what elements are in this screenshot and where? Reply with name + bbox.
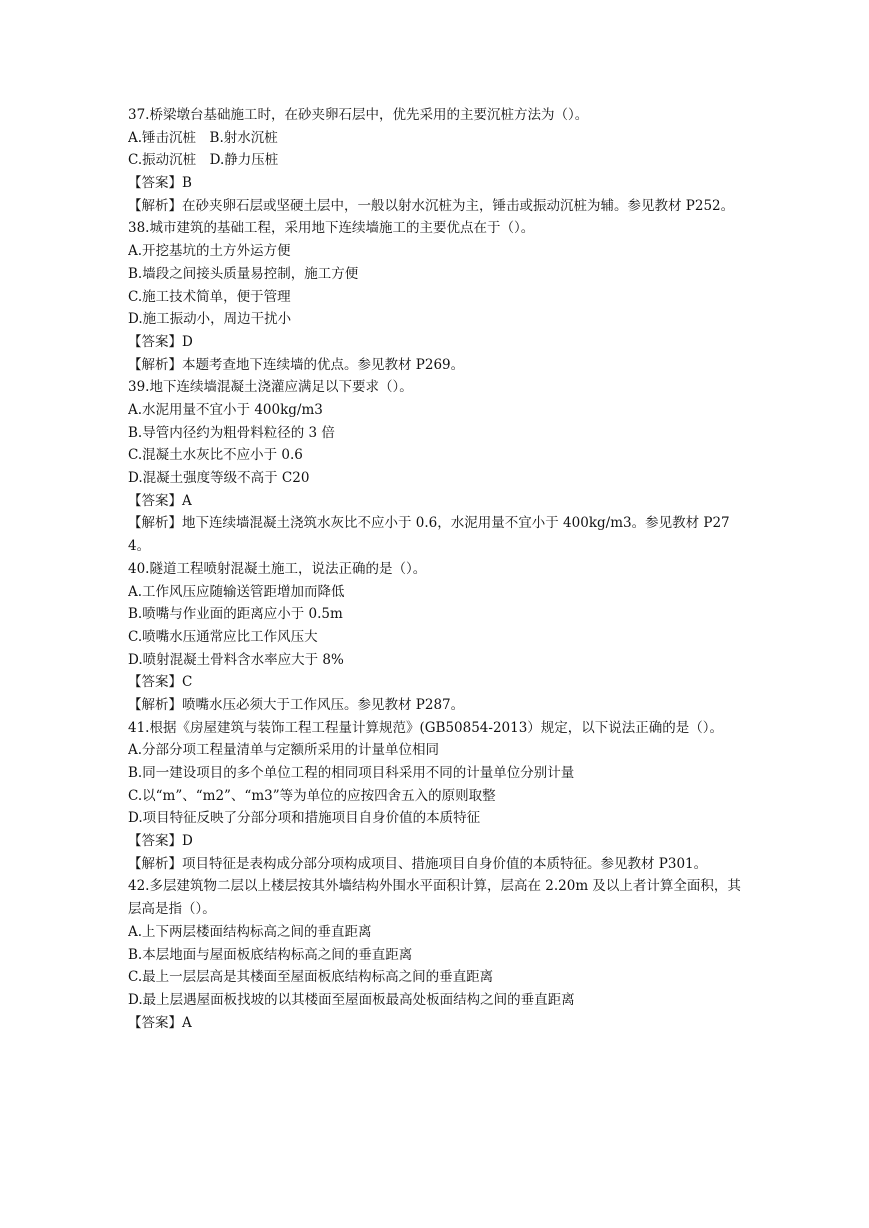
question-answer: 【答案】C (128, 674, 193, 691)
question-analysis: 【解析】项目特征是表构成分部分项构成项目、措施项目自身价值的本质特征。参见教材 P301。 (128, 855, 708, 872)
question-37 (128, 104, 750, 217)
question-analysis: 【解析】本题考查地下连续墙的优点。参见教材 P269。 (128, 356, 465, 373)
question-answer: 【答案】A (128, 492, 192, 509)
question-answer: 【答案】D (128, 333, 193, 350)
question-option: D.施工振动小，周边干扰小 (128, 311, 292, 328)
question-option: C.以“m”、“m2”、“m3”等为单位的应按四舍五入的原则取整 (128, 787, 496, 804)
question-analysis: 【解析】地下连续墙混凝土浇筑水灰比不应小于 0.6，水泥用量不宜小于 400kg/m3。参见教材 P274。 (128, 515, 730, 555)
question-option: A.工作风压应随输送管距增加而降低 (128, 583, 345, 600)
document-body (128, 104, 750, 1034)
question-answer: 【答案】D (128, 833, 193, 850)
question-42 (128, 875, 750, 1034)
question-option: C.喷嘴水压通常应比工作风压大 (128, 628, 318, 645)
question-39 (128, 376, 750, 558)
question-option: C.最上一层层高是其楼面至屋面板底结构标高之间的垂直距离 (128, 969, 494, 986)
question-option: D.混凝土强度等级不高于 C20 (128, 470, 310, 487)
question-38 (128, 217, 750, 376)
question-option: A.锤击沉桩 B.射水沉桩 (128, 129, 278, 146)
question-answer: 【答案】A (128, 1014, 192, 1031)
question-option: C.施工技术简单，便于管理 (128, 288, 291, 305)
question-option: A.上下两层楼面结构标高之间的垂直距离 (128, 923, 372, 940)
question-stem: 39.地下连续墙混凝土浇灌应满足以下要求（）。 (128, 379, 413, 396)
question-option: B.墙段之间接头质量易控制，施工方便 (128, 265, 359, 282)
question-option: B.喷嘴与作业面的距离应小于 0.5m (128, 606, 343, 623)
question-stem: 38.城市建筑的基础工程，采用地下连续墙施工的主要优点在于（）。 (128, 220, 535, 237)
question-analysis: 【解析】喷嘴水压必须大于工作风压。参见教材 P287。 (128, 696, 465, 713)
question-41 (128, 717, 750, 876)
question-option: A.分部分项工程量清单与定额所采用的计量单位相同 (128, 742, 440, 759)
question-option: B.导管内径约为粗骨料粒径的 3 倍 (128, 424, 335, 441)
question-option: A.水泥用量不宜小于 400kg/m3 (128, 401, 323, 418)
question-option: D.最上层遇屋面板找坡的以其楼面至屋面板最高处板面结构之间的垂直距离 (128, 991, 575, 1008)
question-option: B.本层地面与屋面板底结构标高之间的垂直距离 (128, 946, 413, 963)
question-option: A.开挖基坑的土方外运方便 (128, 243, 291, 260)
question-option: B.同一建设项目的多个单位工程的相同项目科采用不同的计量单位分别计量 (128, 765, 575, 782)
question-option: D.喷射混凝土骨料含水率应大于 8% (128, 651, 344, 668)
question-option: C.振动沉桩 D.静力压桩 (128, 152, 279, 169)
question-option: D.项目特征反映了分部分项和措施项目自身价值的本质特征 (128, 810, 481, 827)
question-40 (128, 558, 750, 717)
question-answer: 【答案】B (128, 175, 192, 192)
question-option: C.混凝土水灰比不应小于 0.6 (128, 447, 303, 464)
question-stem: 37.桥梁墩台基础施工时，在砂夹卵石层中，优先采用的主要沉桩方法为（）。 (128, 107, 589, 123)
question-stem: 41.根据《房屋建筑与装饰工程工程量计算规范》(GB50854-2013）规定，以下说法正确的是（）。 (128, 719, 724, 736)
question-stem: 40.隧道工程喷射混凝土施工，说法正确的是（）。 (128, 560, 427, 577)
question-stem: 42.多层建筑物二层以上楼层按其外墙结构外围水平面积计算，层高在 2.20m 及以上者计算全面积，其层高是指（）。 (128, 878, 741, 918)
question-analysis: 【解析】在砂夹卵石层或坚硬土层中，一般以射水沉桩为主，锤击或振动沉桩为辅。参见教材 P252。 (128, 197, 735, 214)
